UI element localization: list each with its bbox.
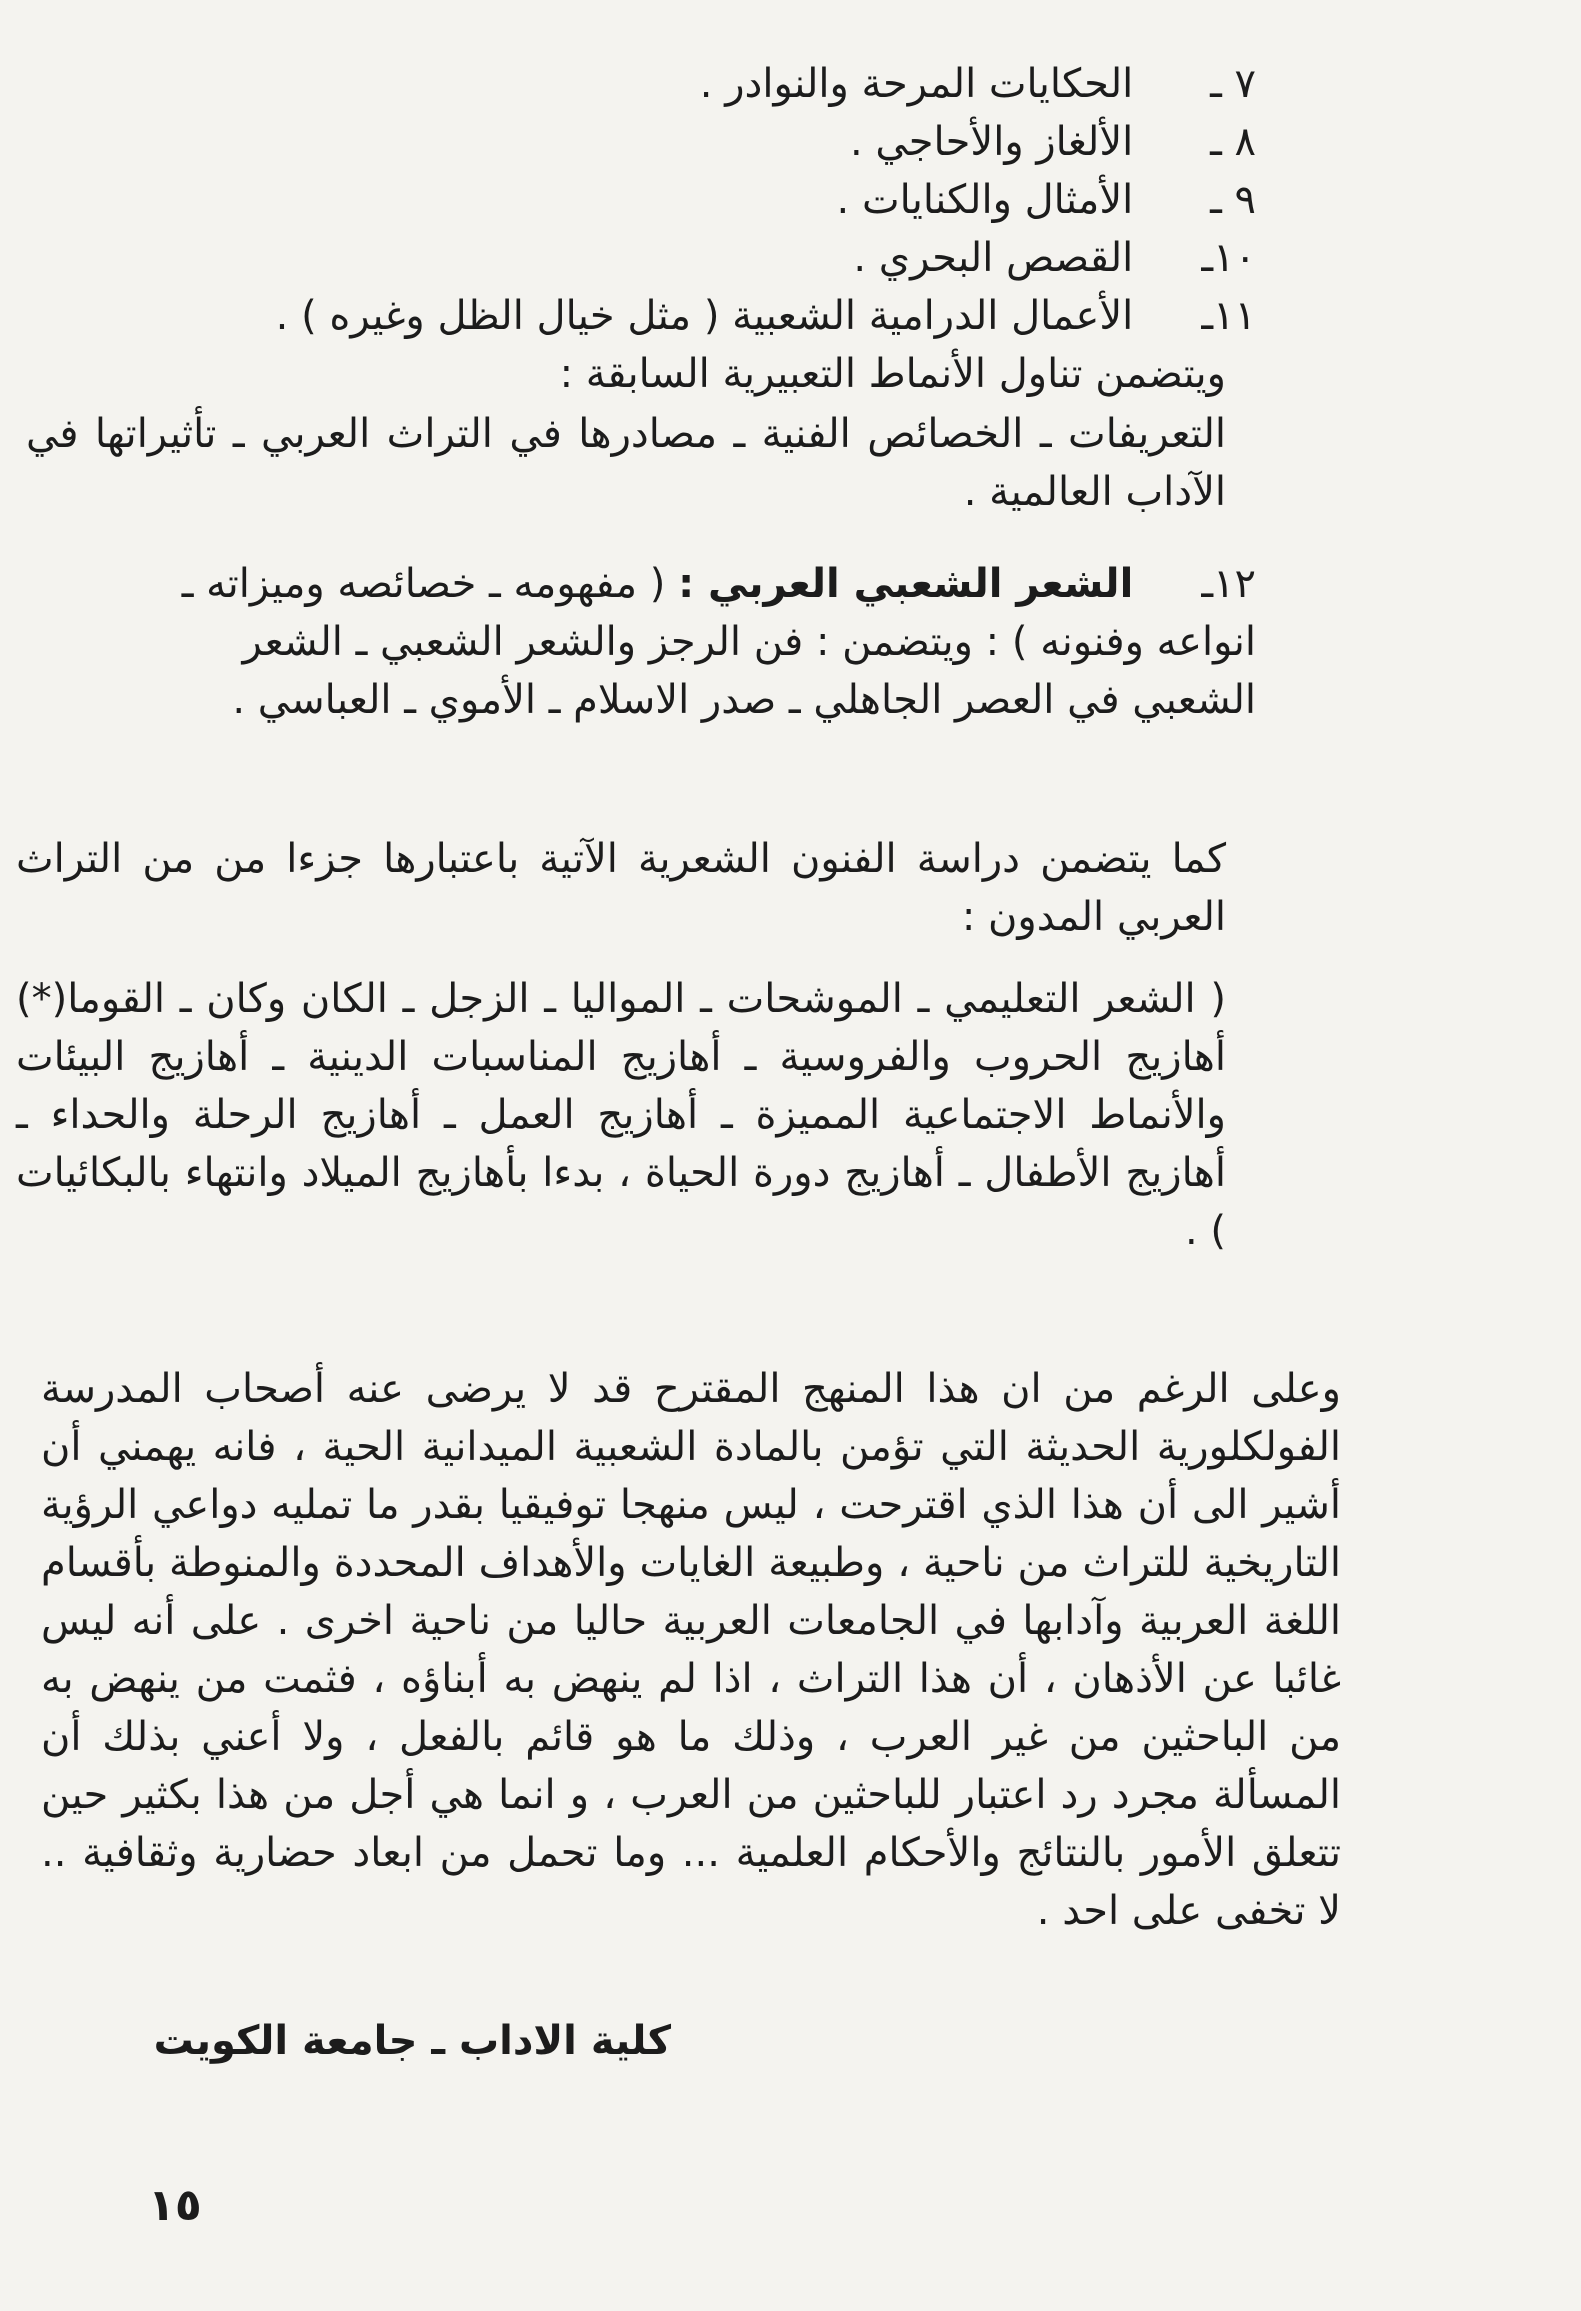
poetry-intro: كما يتضمن دراسة الفنون الشعرية الآتية باعتبارها جزءا من من التراث العربي المدون :	[16, 836, 1226, 940]
item-number: ٧ ـ	[1210, 61, 1256, 107]
conclusion-paragraph: وعلى الرغم من ان هذا المنهج المقترح قد لا يرضى عنه أصحاب المدرسة الفولكلورية الحديثة التي تؤمن بالمادة الشعبية الميدانية الحية ، فانه يهمني أن أشير الى أن هذا الذي اقترحت ، ليس منهجا توفيقيا بقدر ما تمليه دواعي الرؤية التاريخية للتراث من ناحية ، وطبيعة الغايات والأهداف المحددة والمنوطة بأقسام اللغة العربية وآدابها في الجامعات العربية حاليا من ناحية اخرى . على أنه ليس غائبا عن الأذهان ، أن هذا التراث ، اذا لم ينهض به أبناؤه ، فثمت من ينهض به من الباحثين من غير العرب ، وذلك ما هو قائم بالفعل ، ولا أعني بذلك أن المسألة مجرد رد اعتبار للباحثين من العرب ، و انما هي أجل من هذا بكثير حين تتعلق الأمور بالنتائج والأحكام العلمية ... وما تحمل من ابعاد حضارية وثقافية .. لا تخفى على احد .	[41, 1366, 1341, 1934]
item11-details: التعريفات ـ الخصائص الفنية ـ مصادرها في التراث العربي ـ تأثيراتها في الآداب العالمية .	[26, 411, 1226, 515]
item-number: ١٢ـ	[1201, 561, 1256, 607]
item12-text: ( مفهومه ـ خصائصه وميزاته ـ انواعه وفنونه ) : ويتضمن : فن الرجز والشعر الشعبي ـ الشعر الشعبي في العصر الجاهلي ـ صدر الاسلام ـ الأموي ـ العباسي .	[181, 561, 1256, 723]
item-text: الأعمال الدرامية الشعبية ( مثل خيال الظل وغيره ) .	[275, 293, 1134, 339]
item-text: الحكايات المرحة والنوادر .	[699, 61, 1134, 107]
item-number: ١١ـ	[1201, 293, 1256, 339]
list-item-12	[126, 555, 1256, 729]
list-item-7	[156, 55, 1256, 113]
item-text: الألغاز والأحاجي .	[850, 119, 1134, 165]
item-number: ٨ ـ	[1210, 119, 1256, 165]
item11-contains: ويتضمن تناول الأنماط التعبيرية السابقة :	[559, 351, 1226, 397]
list-item-11	[156, 287, 1256, 345]
item-number: ١٠ـ	[1201, 235, 1256, 281]
item-text: الأمثال والكنايات .	[836, 177, 1134, 223]
list-item-9	[156, 171, 1256, 229]
list-item-10	[156, 229, 1256, 287]
list-item-8	[156, 113, 1256, 171]
item12-title: الشعر الشعبي العربي :	[678, 561, 1134, 607]
item-number: ٩ ـ	[1210, 177, 1256, 223]
item-text: القصص البحري .	[853, 235, 1134, 281]
poetry-forms: ( الشعر التعليمي ـ الموشحات ـ المواليا ـ الزجل ـ الكان وكان ـ القوما(*) أهازيج الحروب والفروسية ـ أهازيج المناسبات الدينية ـ أهازيج البيئات والأنماط الاجتماعية المميزة ـ أهازيج العمل ـ أهازيج الرحلة والحداء ـ أهازيج الأطفال ـ أهازيج دورة الحياة ، بدءا بأهازيج الميلاد وانتهاء بالبكائيات ) .	[16, 976, 1226, 1254]
page-number: ١٥	[148, 2180, 202, 2231]
signature: كلية الاداب ـ جامعة الكويت	[153, 2018, 671, 2064]
